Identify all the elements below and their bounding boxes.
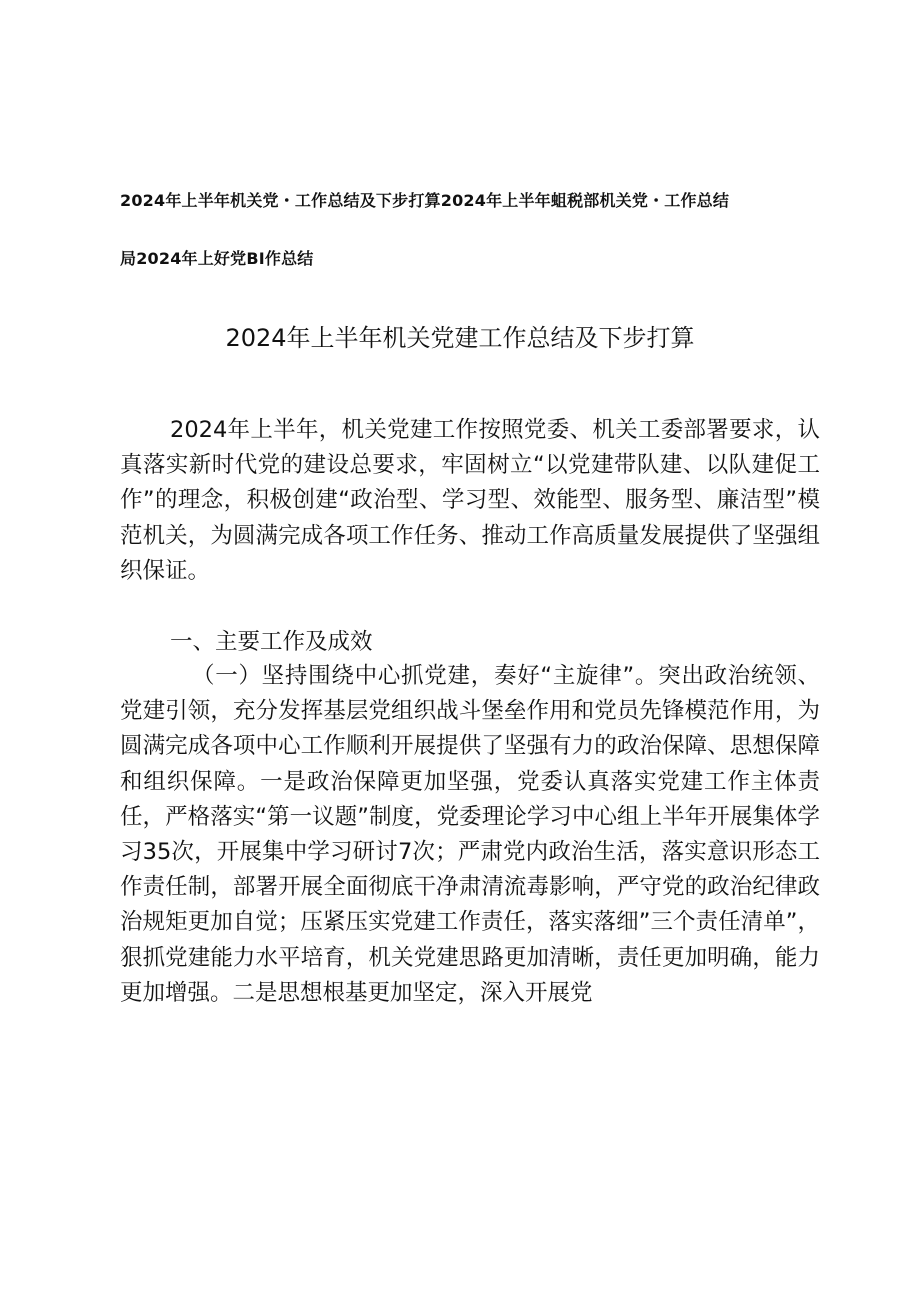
- subsection-paragraph-1: （一）坚持围绕中心抓党建，奏好“主旋律”。突出政治统领、党建引领，充分发挥基层党组织战斗堡垒作用和党员先锋模范作用，为圆满完成各项中心工作顺利开展提供了坚强有力的政治保障、思想保障和组织保障。一是政治保障更加坚强，党委认真落实党建工作主体责任，严格落实“第一议题”制度，党委理论学习中心组上半年开展集体学习35次，开展集中学习研讨7次；严肃党内政治生活，落实意识形态工作责任制，部署开展全面彻底干净肃清流毒影响，严守党的政治纪律政治规矩更加自觉；压紧压实党建工作责任，落实落细”三个责任清单”，狠抓党建能力水平培育，机关党建思路更加清晰，责任更加明确，能力更加增强。二是思想根基更加坚定，深入开展党: [120, 663, 820, 1006]
- document-title: 2024年上半年机关党建工作总结及下步打算: [225, 324, 695, 352]
- related-titles-line-1: 2024年上半年机关党・工作总结及下步打算2024年上半年蛆税部机关党・工作总结: [120, 191, 730, 210]
- intro-paragraph: 2024年上半年，机关党建工作按照党委、机关工委部署要求，认真落实新时代党的建设总要求，牢固树立“以党建带队建、以队建促工作”的理念，积极创建“政治型、学习型、效能型、服务型、廉洁型”模范机关，为圆满完成各项工作任务、推动工作高质量发展提供了坚强组织保证。: [120, 417, 820, 584]
- section-heading-1: 一、主要工作及成效: [170, 629, 373, 655]
- related-titles-line-2: 局2024年上好党BI作总结: [120, 249, 314, 268]
